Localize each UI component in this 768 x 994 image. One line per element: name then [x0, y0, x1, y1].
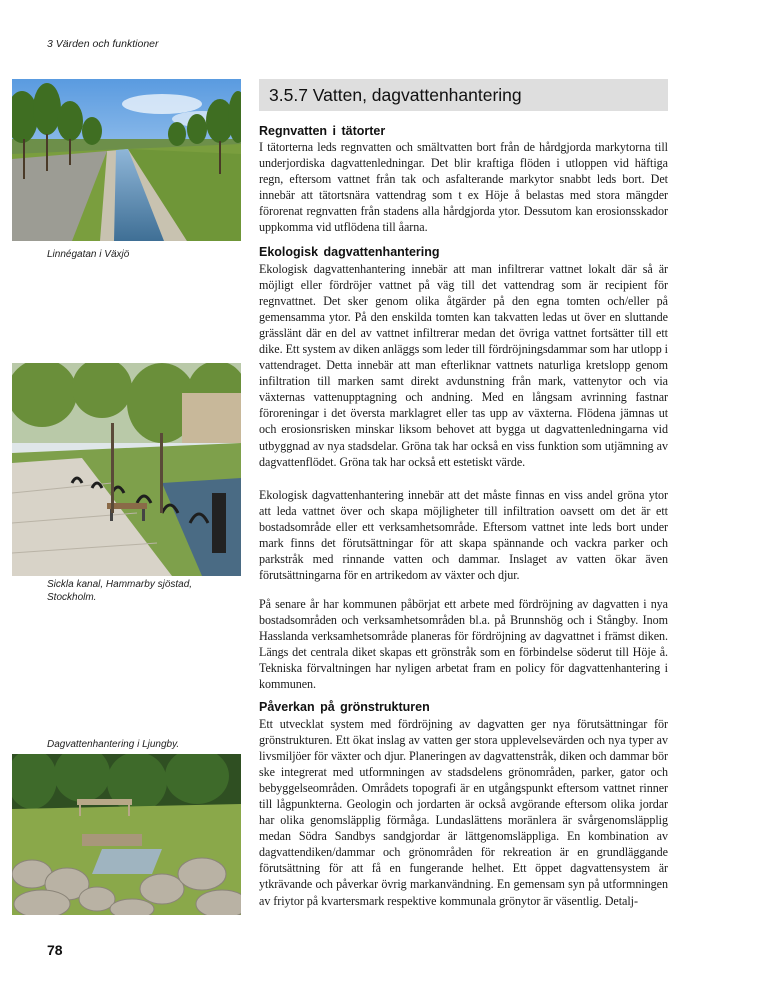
heading-regnvatten: Regnvatten i tätorter	[259, 124, 386, 138]
paragraph-ekologisk-1: Ekologisk dagvattenhantering innebär att man infiltrerar vattnet lokalt där så är möjligt eller fördröjer vattnet på väg till det vattendrag som är recipient för regnvattnet. Det sker genom olika åtgärder på den egna tomten och/eller på gemensamma ytor. På den enskilda tomten kan takvatten ledas ut över en sluttande grässlänt där en del av vattnet infiltrerar medan det övriga vattnet fortsätter till ett dike. Ett system av diken anläggs som leder till fördröjningsdammar som har utlopp i vattendraget. Detta innebär att man efterliknar vattnets naturliga kretslopp genom infiltration till marken samt direkt avdunstning från mark, vattenytor och via växternas vattenupptagning och andning. Med en långsam avrinning fastnar föroreningar i det översta marklagret eller tas upp av växterna. Flödena jämnas ut och erosionsrisken minskar liksom behovet att bygga ut dagvattenledningarna vid utbyggnad av nya stadsdelar. Gröna tak har också en viss funktion som utjämning av dagvattenflödet. Gröna tak har också ett estetiskt värde.	[259, 262, 668, 469]
photo-canal-linnegatan	[12, 79, 241, 241]
photo-ljungby	[12, 754, 241, 915]
paragraph-kommunen: På senare år har kommunen påbörjat ett arbete med fördröjning av dagvatten i nya bostadsområden och verksamhetsområden bl.a. på Brunnshög och i Stångby. Inom Hasslanda verksamhetsområde planeras för fördröjning av dagvattnet i främst diken. Längs det centrala diket skapas ett grönstråk som en förbindelse söderut till Höje å. Tekniska förvaltningen har nyligen arbetat fram en policy för dagvattenhantering i kommunen.	[259, 597, 668, 692]
paragraph-ekologisk-2: Ekologisk dagvattenhantering innebär att det måste finnas en viss andel gröna ytor att leda vattnet över och skapa möjligheter till infiltration oavsett om det är ett bostadsområde eller ett verksamhetsområde. Eftersom vattnet inte leds bort under mark finns det förutsättningar för att skapa spännande och vackra parker och parkstråk med rinnande vatten och dammar. Inslaget av vatten ökar även förutsättningarna för en artrikedom av växter och djur.	[259, 488, 668, 583]
caption-photo3: Dagvattenhantering i Ljungby.	[47, 739, 180, 750]
section-title-box	[259, 79, 668, 111]
section-title: 3.5.7 Vatten, dagvattenhantering	[269, 85, 522, 105]
running-head: 3 Värden och funktioner	[47, 38, 159, 50]
heading-ekologisk: Ekologisk dagvattenhantering	[259, 245, 440, 259]
caption-photo1: Linnégatan i Växjö	[47, 249, 130, 260]
page-number: 78	[47, 942, 63, 958]
heading-paverkan: Påverkan på grönstrukturen	[259, 700, 430, 714]
caption-photo2: Sickla kanal, Hammarby sjöstad, Stockholm.	[47, 579, 193, 603]
paragraph-regnvatten: I tätorterna leds regnvatten och smältvatten bort från de hårdgjorda markytorna till underjordiska dagvattenledningar. Det blir kraftiga flöden i utloppen vid häftiga regn, eftersom vattnet från tak och asfalterande markytor snabbt leds bort. Det innebär att tätortsnära vattendrag som t ex Höje å belastas med stora mängder förorenat regnvatten från stadens alla hårdgjorda ytor. Dessutom kan erosionsskador uppkomma vid utflödena till åarna.	[259, 140, 668, 235]
photo-sickla-kanal	[12, 363, 241, 576]
paragraph-paverkan: Ett utvecklat system med fördröjning av dagvatten ger nya förutsättningar för grönstrukturen. Ett ökat inslag av vatten ger stora upplevelsevärden och nya typer av livsmiljöer för växter och djur. Planeringen av dagvattenstråk, diken och dammar bör ske integrerat med utformningen av stadsdelens grönområden, parker, gator och bebyggelseområden. Områdets topografi är en utgångspunkt eftersom vattnet rinner till lågpunkterna. Geologin och jordarten är också avgörande eftersom olika jordar har olika genomsläpplig förmåga. Lundaslättens moränlera är svårgenomsläpplig medan Södra Sandbys sandgjordar är lättgenomsläppliga. En kombination av dagvattendiken/dammar och grönområden för rekreation är en grundläggande förutsättning för att få en fungerande helhet. Ett öppet dagvattensystem är ytkrävande och påverkar övrig markanvändning. En gemensam syn på utformningen av friytor på kvartersmark respektive kommunala grönytor är väsentlig. Detalj-	[259, 717, 668, 908]
